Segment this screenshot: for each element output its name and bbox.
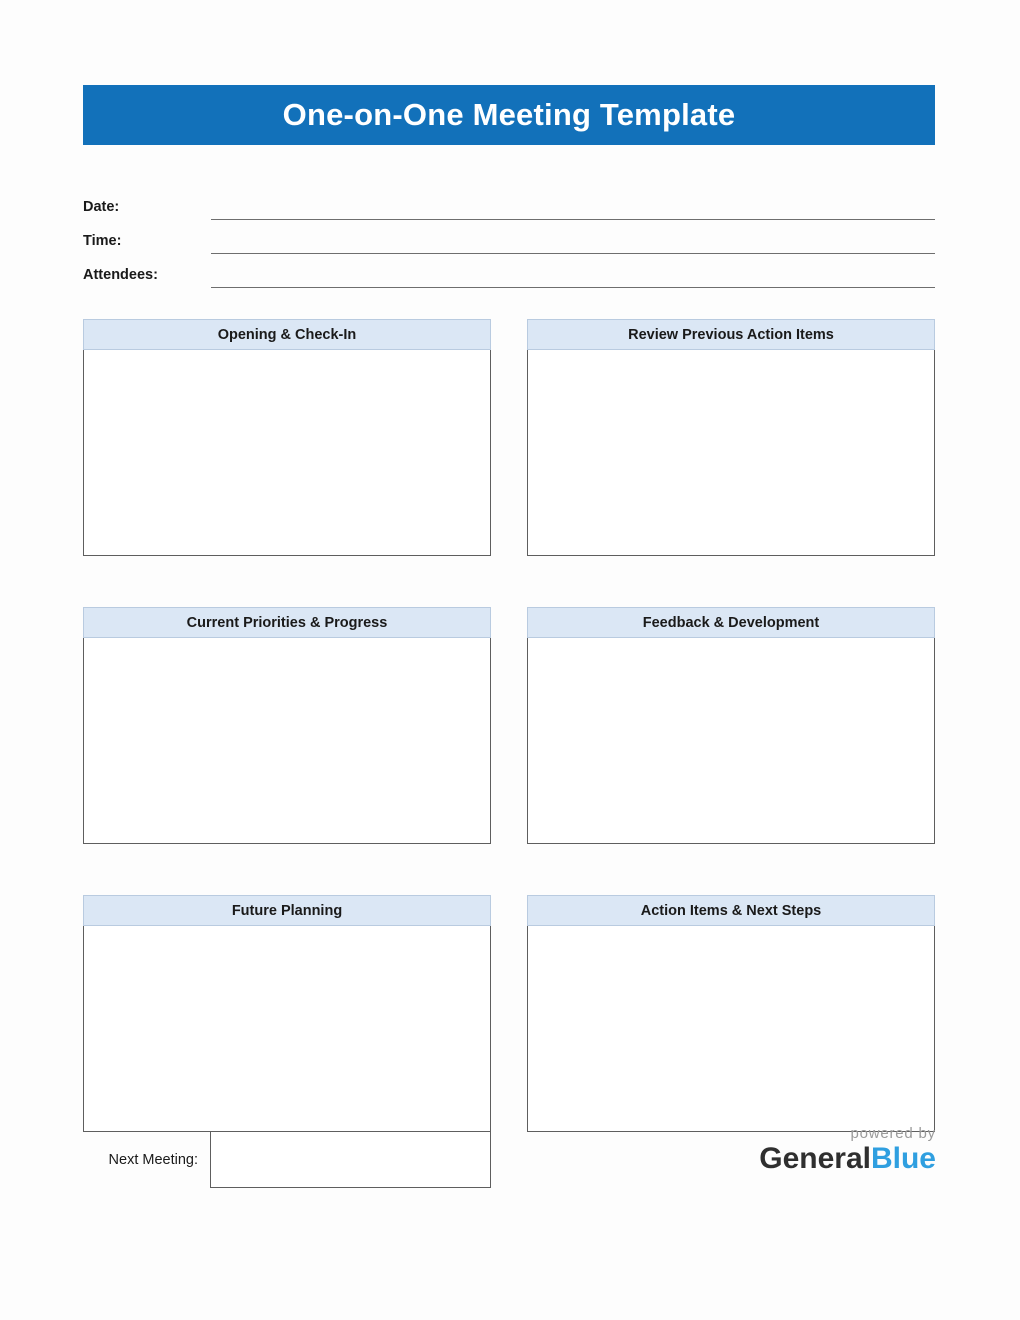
section-review-previous-action-items bbox=[527, 319, 935, 556]
attendees-input[interactable] bbox=[211, 259, 935, 288]
section-textarea[interactable] bbox=[83, 926, 491, 1132]
brand-name-blue: Blue bbox=[870, 1142, 936, 1175]
next-meeting-input[interactable] bbox=[210, 1131, 491, 1188]
time-input[interactable] bbox=[211, 225, 935, 254]
brand-logo bbox=[706, 1125, 936, 1174]
brand-name bbox=[706, 1144, 936, 1174]
section-current-priorities-progress bbox=[83, 607, 491, 844]
meeting-meta-fields bbox=[83, 186, 935, 288]
date-input[interactable] bbox=[211, 191, 935, 220]
next-meeting-field bbox=[83, 1131, 493, 1188]
section-header: Opening & Check-In bbox=[83, 319, 491, 350]
document-title-banner bbox=[83, 85, 935, 145]
sections-row-1 bbox=[83, 319, 935, 556]
section-textarea[interactable] bbox=[83, 638, 491, 844]
next-meeting-label: Next Meeting: bbox=[108, 1151, 198, 1168]
section-textarea[interactable] bbox=[527, 926, 935, 1132]
section-action-items-next-steps bbox=[527, 895, 935, 1132]
time-label: Time: bbox=[83, 233, 122, 249]
sections-grid bbox=[83, 319, 935, 1132]
meta-row-date bbox=[83, 186, 935, 220]
section-future-planning bbox=[83, 895, 491, 1132]
section-header: Action Items & Next Steps bbox=[527, 895, 935, 926]
brand-name-general: General bbox=[759, 1142, 871, 1175]
section-header: Review Previous Action Items bbox=[527, 319, 935, 350]
powered-by-label: powered by bbox=[850, 1125, 936, 1142]
section-textarea[interactable] bbox=[83, 350, 491, 556]
meta-row-time bbox=[83, 220, 935, 254]
section-header: Future Planning bbox=[83, 895, 491, 926]
sections-row-3 bbox=[83, 895, 935, 1132]
section-header: Feedback & Development bbox=[527, 607, 935, 638]
section-opening-check-in bbox=[83, 319, 491, 556]
section-feedback-development bbox=[527, 607, 935, 844]
meta-row-attendees bbox=[83, 254, 935, 288]
sections-row-2 bbox=[83, 607, 935, 844]
date-label: Date: bbox=[83, 199, 120, 215]
section-textarea[interactable] bbox=[527, 638, 935, 844]
section-textarea[interactable] bbox=[527, 350, 935, 556]
attendees-label: Attendees: bbox=[83, 267, 158, 283]
page-title: One-on-One Meeting Template bbox=[282, 97, 736, 132]
section-header: Current Priorities & Progress bbox=[83, 607, 491, 638]
